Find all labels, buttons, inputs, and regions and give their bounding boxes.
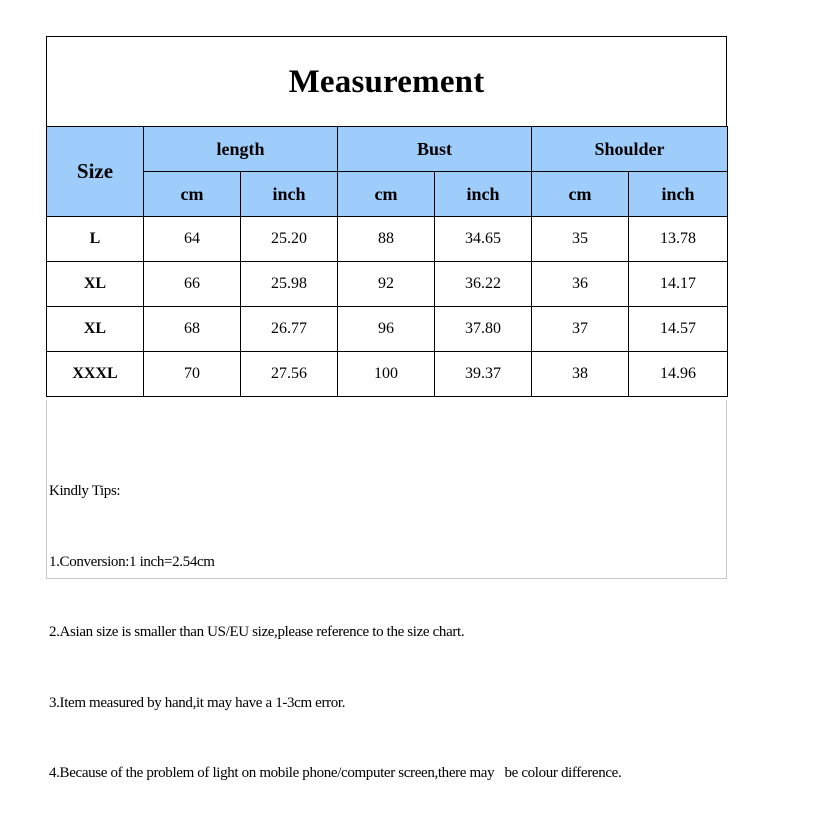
size-cell: L <box>47 217 144 262</box>
table-cell: 100 <box>338 352 435 397</box>
group-header-bust: Bust <box>338 127 532 172</box>
chart-title: Measurement <box>288 63 485 100</box>
size-cell: XL <box>47 262 144 307</box>
unit-header: cm <box>532 172 629 217</box>
table-row <box>47 307 728 352</box>
table-cell: 38 <box>532 352 629 397</box>
table-cell: 88 <box>338 217 435 262</box>
group-header-shoulder: Shoulder <box>532 127 728 172</box>
size-cell: XXXL <box>47 352 144 397</box>
header-row-groups <box>47 127 728 172</box>
size-header: Size <box>47 127 144 217</box>
table-cell: 27.56 <box>241 352 338 397</box>
size-cell: XL <box>47 307 144 352</box>
size-chart <box>46 36 727 781</box>
tips-box <box>46 400 727 781</box>
table-cell: 34.65 <box>435 217 532 262</box>
tip-item: 1.Conversion:1 inch=2.54cm <box>49 553 215 570</box>
table-cell: 14.57 <box>629 307 728 352</box>
size-table <box>46 126 728 397</box>
unit-header: inch <box>241 172 338 217</box>
table-cell: 39.37 <box>435 352 532 397</box>
table-cell: 36.22 <box>435 262 532 307</box>
table-cell: 68 <box>144 307 241 352</box>
table-cell: 96 <box>338 307 435 352</box>
table-cell: 66 <box>144 262 241 307</box>
table-row <box>47 352 728 397</box>
table-cell: 92 <box>338 262 435 307</box>
title-cell <box>46 36 727 127</box>
table-cell: 26.77 <box>241 307 338 352</box>
unit-header: cm <box>338 172 435 217</box>
table-cell: 13.78 <box>629 217 728 262</box>
tips-list <box>49 433 621 833</box>
table-cell: 37 <box>532 307 629 352</box>
table-cell: 64 <box>144 217 241 262</box>
table-cell: 36 <box>532 262 629 307</box>
table-row <box>47 262 728 307</box>
group-header-length: length <box>144 127 338 172</box>
tip-item: 3.Item measured by hand,it may have a 1-3cm error. <box>49 694 346 711</box>
unit-header: cm <box>144 172 241 217</box>
table-cell: 70 <box>144 352 241 397</box>
tip-item: 4.Because of the problem of light on mobile phone/computer screen,there may be colour difference. <box>49 765 622 781</box>
table-cell: 25.98 <box>241 262 338 307</box>
table-cell: 35 <box>532 217 629 262</box>
table-cell: 14.17 <box>629 262 728 307</box>
unit-header: inch <box>629 172 728 217</box>
tips-heading: Kindly Tips: <box>49 483 121 499</box>
header-row-units <box>47 172 728 217</box>
table-row <box>47 217 728 262</box>
table-cell: 14.96 <box>629 352 728 397</box>
table-cell: 25.20 <box>241 217 338 262</box>
table-cell: 37.80 <box>435 307 532 352</box>
unit-header: inch <box>435 172 532 217</box>
tip-item: 2.Asian size is smaller than US/EU size,please reference to the size chart. <box>49 624 465 640</box>
